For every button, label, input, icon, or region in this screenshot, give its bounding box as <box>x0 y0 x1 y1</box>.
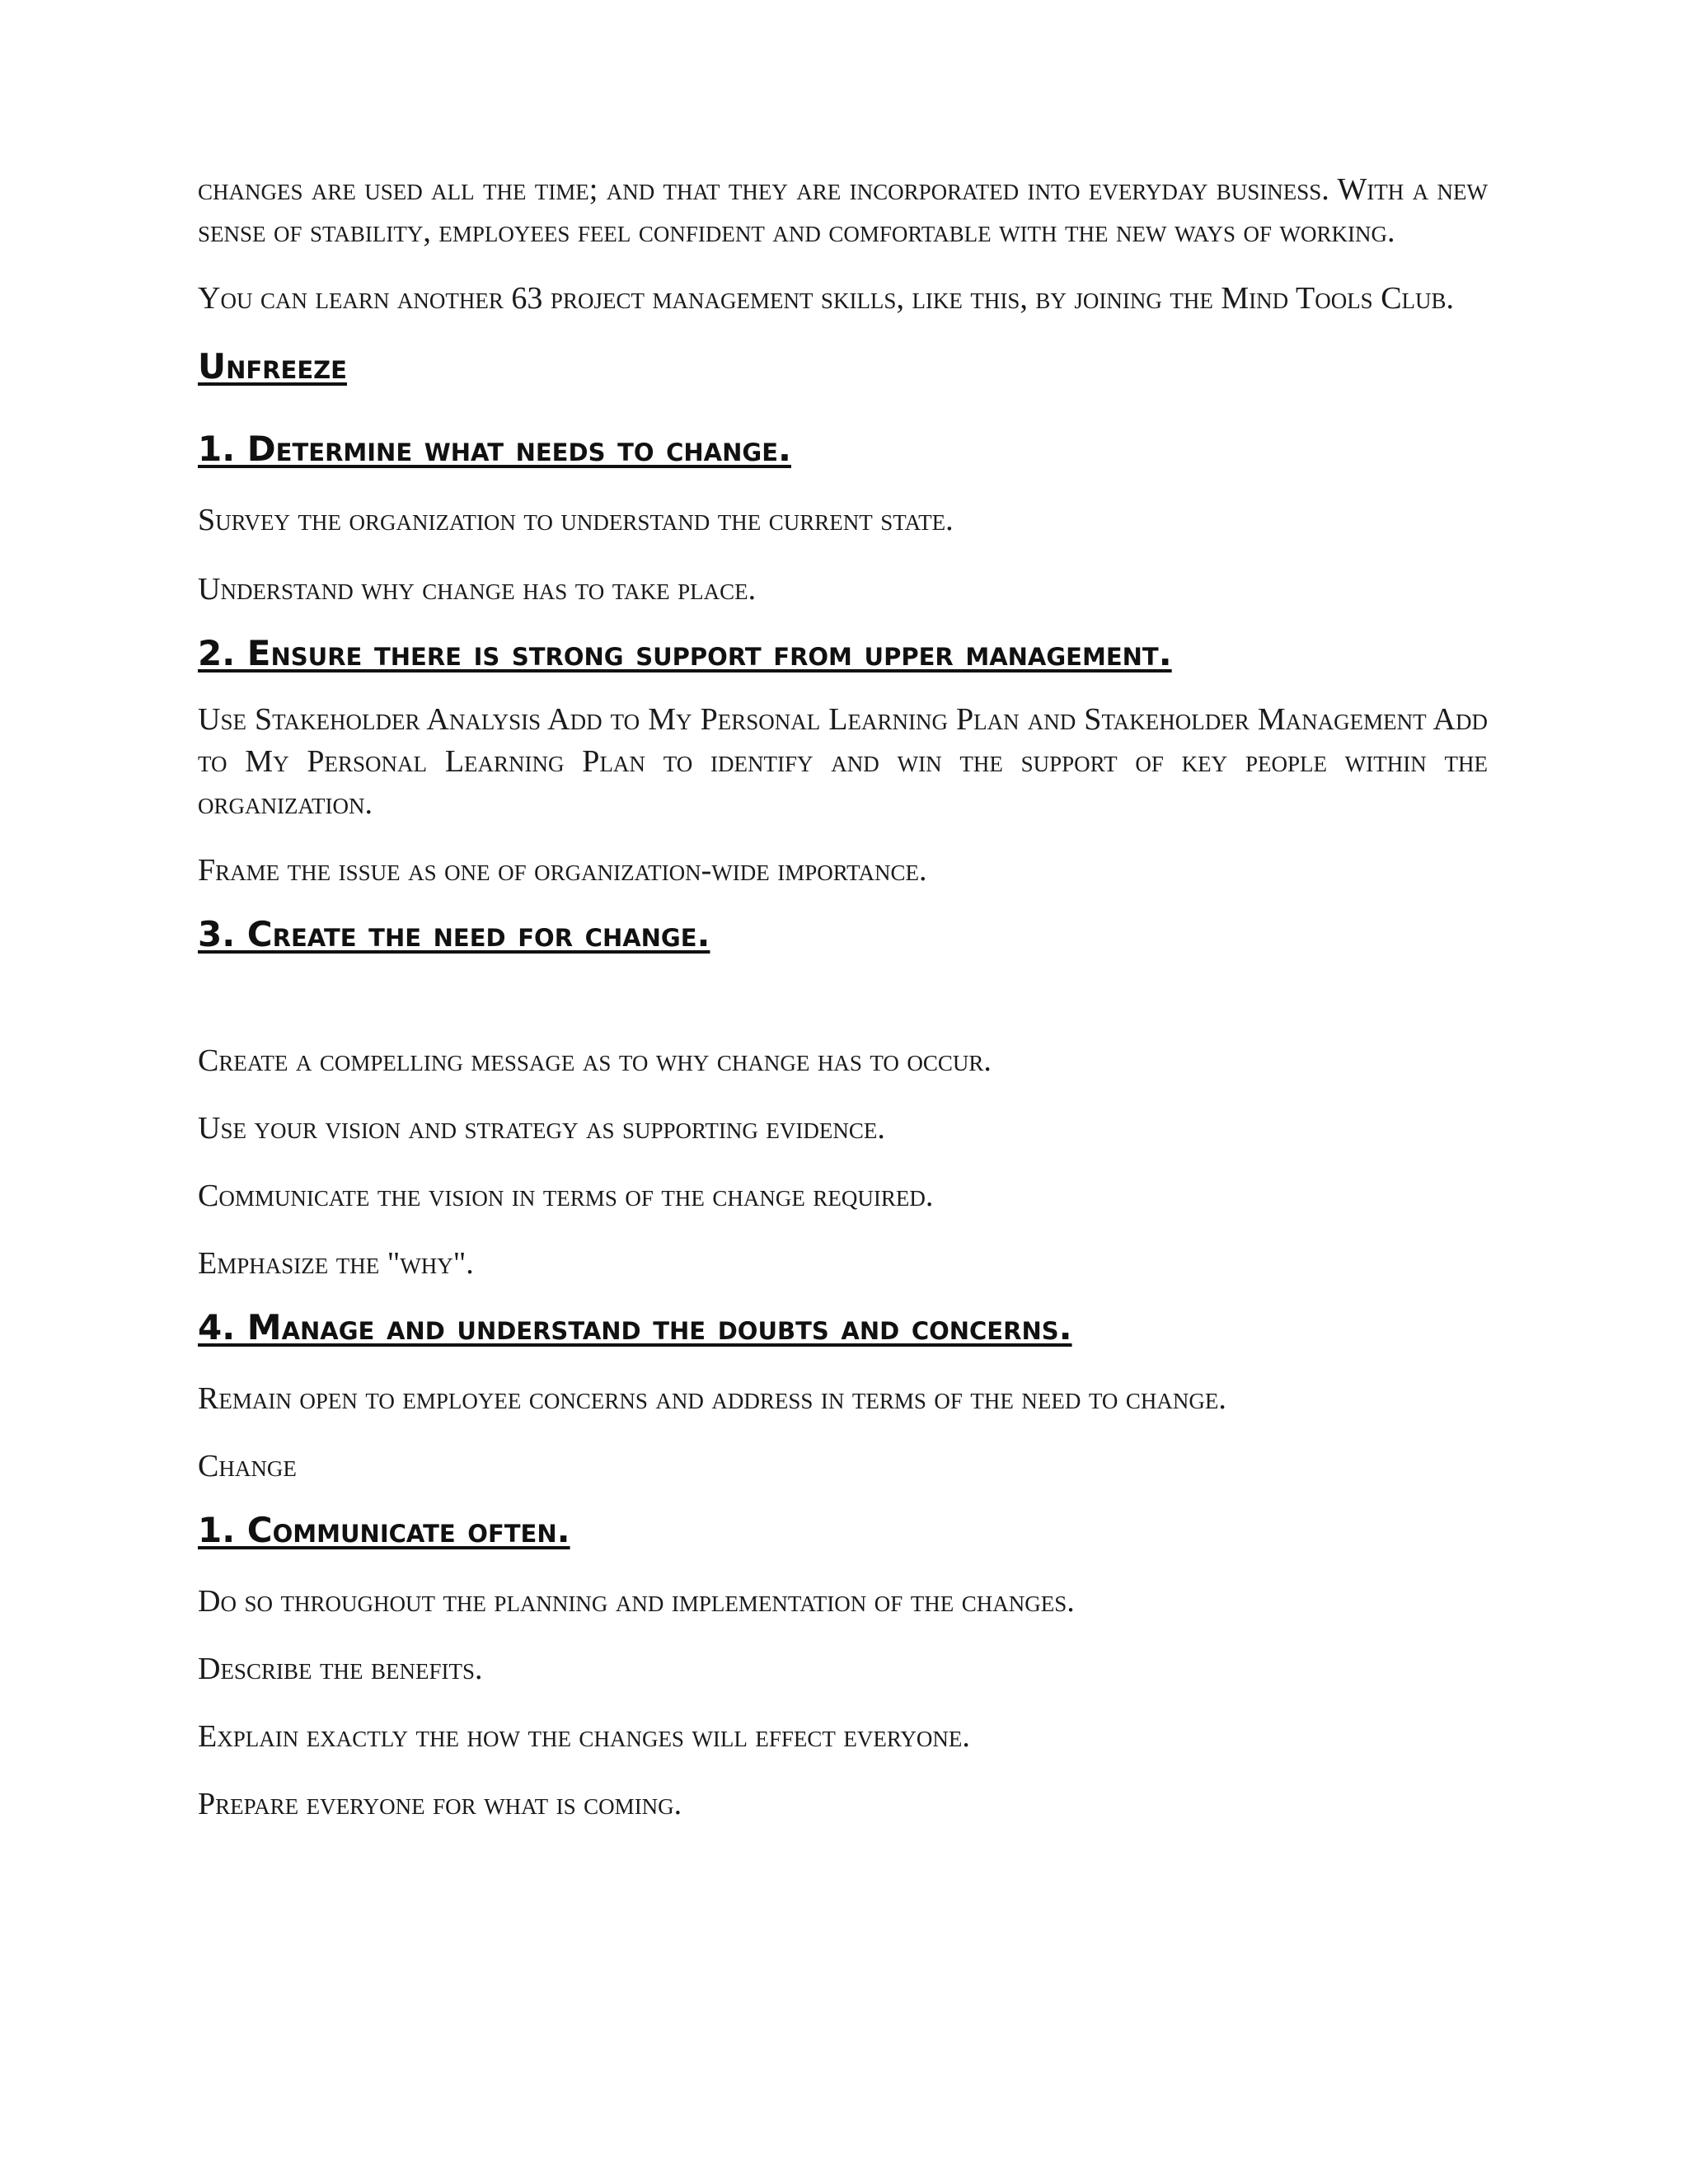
step-heading-doubts: 4. Manage and understand the doubts and concerns. <box>198 1307 1072 1347</box>
step-heading-communicate: 1. Communicate often. <box>198 1510 570 1550</box>
list-item: Emphasize the "why". <box>198 1246 474 1281</box>
list-item: Survey the organization to understand the current state. <box>198 503 954 537</box>
list-item: Communicate the vision in terms of the change required. <box>198 1179 934 1213</box>
step-heading-determine: 1. Determine what needs to change. <box>198 429 791 469</box>
document-body <box>198 169 1488 1825</box>
list-item: Describe the benefits. <box>198 1652 483 1686</box>
list-item: Explain exactly the how the changes will effect everyone. <box>198 1719 970 1754</box>
step-heading-support: 2. Ensure there is strong support from upper management. <box>198 633 1172 673</box>
change-label: Change <box>198 1449 297 1483</box>
list-item: Prepare everyone for what is coming. <box>198 1787 682 1821</box>
list-item: Frame the issue as one of organization-wide importance. <box>198 853 927 888</box>
club-paragraph: You can learn another 63 project management skills, like this, by joining the Mind Tools Club. <box>198 281 1455 316</box>
intro-paragraph: changes are used all the time; and that they are incorporated into everyday business. With a new sense of stability, employees feel confident and comfortable with the new ways of working. <box>198 172 1488 249</box>
step-heading-need: 3. Create the need for change. <box>198 914 710 954</box>
list-item: Remain open to employee concerns and address in terms of the need to change. <box>198 1381 1226 1416</box>
list-item: Use your vision and strategy as supporting evidence. <box>198 1111 885 1146</box>
unfreeze-heading: Unfreeze <box>198 346 347 387</box>
list-item: Do so throughout the planning and implementation of the changes. <box>198 1584 1075 1619</box>
list-item: Understand why change has to take place. <box>198 572 757 607</box>
list-item: Create a compelling message as to why change has to occur. <box>198 1043 992 1078</box>
list-item: Use Stakeholder Analysis Add to My Personal Learning Plan and Stakeholder Management Add to My Personal Learning Plan to identify and win the support of key people within the organization. <box>198 702 1488 821</box>
